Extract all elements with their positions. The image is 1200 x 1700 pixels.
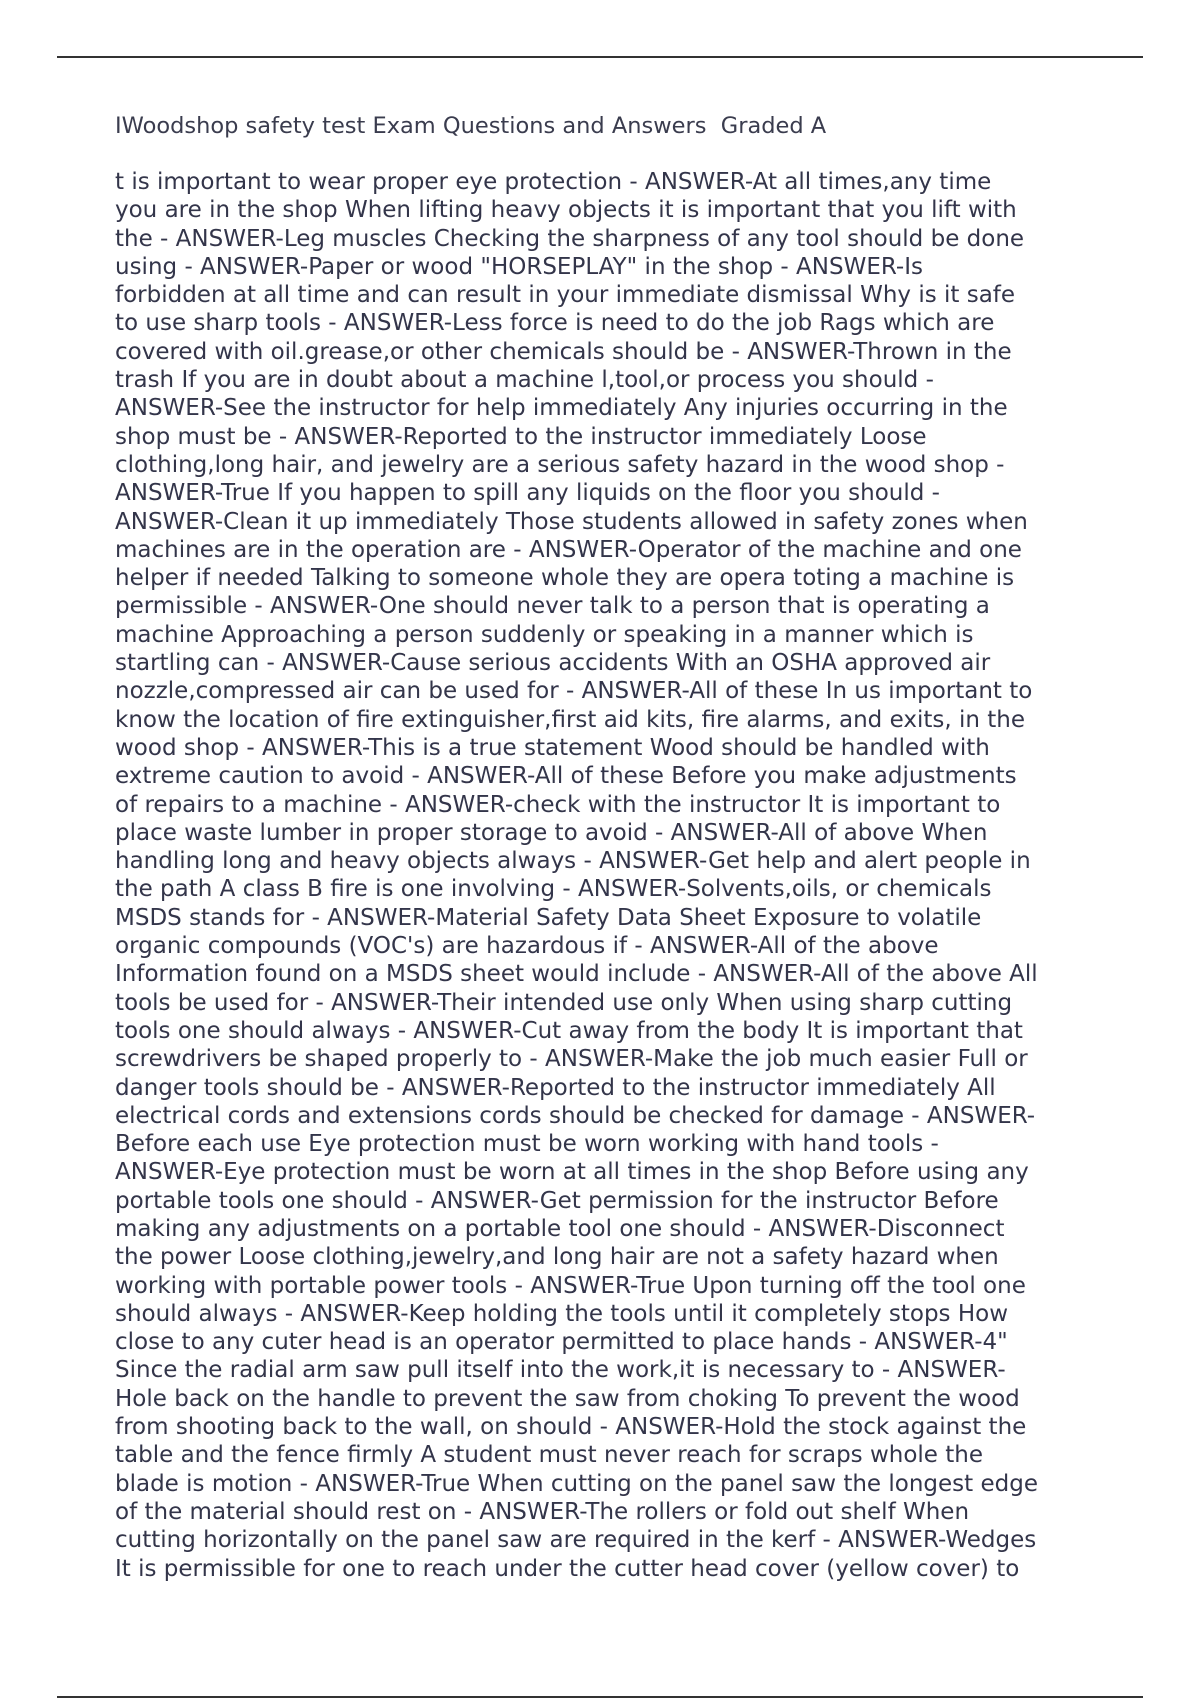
body-text-line: using - ANSWER-Paper or wood "HORSEPLAY" in the shop - ANSWER-Is xyxy=(115,253,923,280)
body-text-line: from shooting back to the wall, on should - ANSWER-Hold the stock against the xyxy=(115,1414,1027,1441)
document-body xyxy=(115,168,1155,1583)
body-text-line: ANSWER-True If you happen to spill any liquids on the floor you should - xyxy=(115,480,940,507)
body-text-line: of the material should rest on - ANSWER-The rollers or fold out shelf When xyxy=(115,1498,970,1525)
top-divider xyxy=(57,56,1143,58)
body-text-line: the path A class B fire is one involving - ANSWER-Solvents,oils, or chemicals xyxy=(115,876,992,903)
body-text-line: It is permissible for one to reach under the cutter head cover (yellow cover) to xyxy=(115,1555,1020,1582)
body-text-line: organic compounds (VOC's) are hazardous if - ANSWER-All of the above xyxy=(115,933,939,960)
body-text-line: machines are in the operation are - ANSWER-Operator of the machine and one xyxy=(115,536,1022,563)
body-text-line: MSDS stands for - ANSWER-Material Safety Data Sheet Exposure to volatile xyxy=(115,904,982,931)
body-text-line: blade is motion - ANSWER-True When cutting on the panel saw the longest edge xyxy=(115,1470,1038,1497)
body-text-line: extreme caution to avoid - ANSWER-All of these Before you make adjustments xyxy=(115,763,1017,790)
body-text-line: ANSWER-Eye protection must be worn at all times in the shop Before using any xyxy=(115,1159,1029,1186)
body-text-line: clothing,long hair, and jewelry are a serious safety hazard in the wood shop - xyxy=(115,451,1005,478)
body-text-line: forbidden at all time and can result in your immediate dismissal Why is it safe xyxy=(115,282,1016,309)
body-text-line: trash If you are in doubt about a machine l,tool,or process you should - xyxy=(115,367,934,394)
body-text-line: Hole back on the handle to prevent the saw from choking To prevent the wood xyxy=(115,1385,1020,1412)
body-text-line: danger tools should be - ANSWER-Reported to the instructor immediately All xyxy=(115,1074,996,1101)
body-text-line: to use sharp tools - ANSWER-Less force is need to do the job Rags which are xyxy=(115,310,995,337)
body-text-line: should always - ANSWER-Keep holding the tools until it completely stops How xyxy=(115,1300,1009,1327)
body-text-line: the - ANSWER-Leg muscles Checking the sharpness of any tool should be done xyxy=(115,225,1025,252)
body-text-line: startling can - ANSWER-Cause serious accidents With an OSHA approved air xyxy=(115,650,991,677)
bottom-divider xyxy=(57,1696,1143,1698)
body-text-line: Since the radial arm saw pull itself into the work,it is necessary to - ANSWER- xyxy=(115,1357,1006,1384)
body-text-line: permissible - ANSWER-One should never talk to a person that is operating a xyxy=(115,593,990,620)
body-text-line: shop must be - ANSWER-Reported to the instructor immediately Loose xyxy=(115,423,927,450)
body-text-line: wood shop - ANSWER-This is a true statement Wood should be handled with xyxy=(115,734,990,761)
body-text-line: of repairs to a machine - ANSWER-check with the instructor It is important to xyxy=(115,791,1001,818)
body-text-line: making any adjustments on a portable tool one should - ANSWER-Disconnect xyxy=(115,1215,1005,1242)
body-text-line: Before each use Eye protection must be worn working with hand tools - xyxy=(115,1131,939,1158)
body-text-line: ANSWER-Clean it up immediately Those students allowed in safety zones when xyxy=(115,508,1028,535)
body-text-line: machine Approaching a person suddenly or speaking in a manner which is xyxy=(115,621,974,648)
body-text-line: screwdrivers be shaped properly to - ANSWER-Make the job much easier Full or xyxy=(115,1046,1028,1073)
body-text-line: portable tools one should - ANSWER-Get permission for the instructor Before xyxy=(115,1187,999,1214)
body-text-line: place waste lumber in proper storage to avoid - ANSWER-All of above When xyxy=(115,819,988,846)
body-text-line: tools be used for - ANSWER-Their intended use only When using sharp cutting xyxy=(115,989,1013,1016)
body-text-line: Information found on a MSDS sheet would include - ANSWER-All of the above All xyxy=(115,961,1038,988)
body-text-line: electrical cords and extensions cords should be checked for damage - ANSWER- xyxy=(115,1102,1036,1129)
body-text-line: tools one should always - ANSWER-Cut away from the body It is important that xyxy=(115,1017,1023,1044)
body-text-line: t is important to wear proper eye protection - ANSWER-At all times,any time xyxy=(115,169,992,195)
body-text-line: ANSWER-See the instructor for help immediately Any injuries occurring in the xyxy=(115,395,1008,422)
body-text-line: table and the fence firmly A student must never reach for scraps whole the xyxy=(115,1442,984,1469)
body-text-line: working with portable power tools - ANSWER-True Upon turning off the tool one xyxy=(115,1272,1026,1299)
body-text-line: helper if needed Talking to someone whole they are opera toting a machine is xyxy=(115,565,1015,592)
document-title: IWoodshop safety test Exam Questions and Answers Graded A xyxy=(115,113,827,139)
body-text-line: cutting horizontally on the panel saw are required in the kerf - ANSWER-Wedges xyxy=(115,1527,1037,1554)
body-text-line: know the location of fire extinguisher,first aid kits, fire alarms, and exits, in the xyxy=(115,706,1025,733)
body-text-line: covered with oil.grease,or other chemicals should be - ANSWER-Thrown in the xyxy=(115,338,1012,365)
body-text-line: handling long and heavy objects always - ANSWER-Get help and alert people in xyxy=(115,848,1031,875)
body-text-line: nozzle,compressed air can be used for - ANSWER-All of these In us important to xyxy=(115,678,1033,705)
body-text-line: close to any cuter head is an operator permitted to place hands - ANSWER-4" xyxy=(115,1329,1008,1356)
body-text-line: the power Loose clothing,jewelry,and long hair are not a safety hazard when xyxy=(115,1244,999,1271)
body-text-line: you are in the shop When lifting heavy objects it is important that you lift with xyxy=(115,197,1017,224)
